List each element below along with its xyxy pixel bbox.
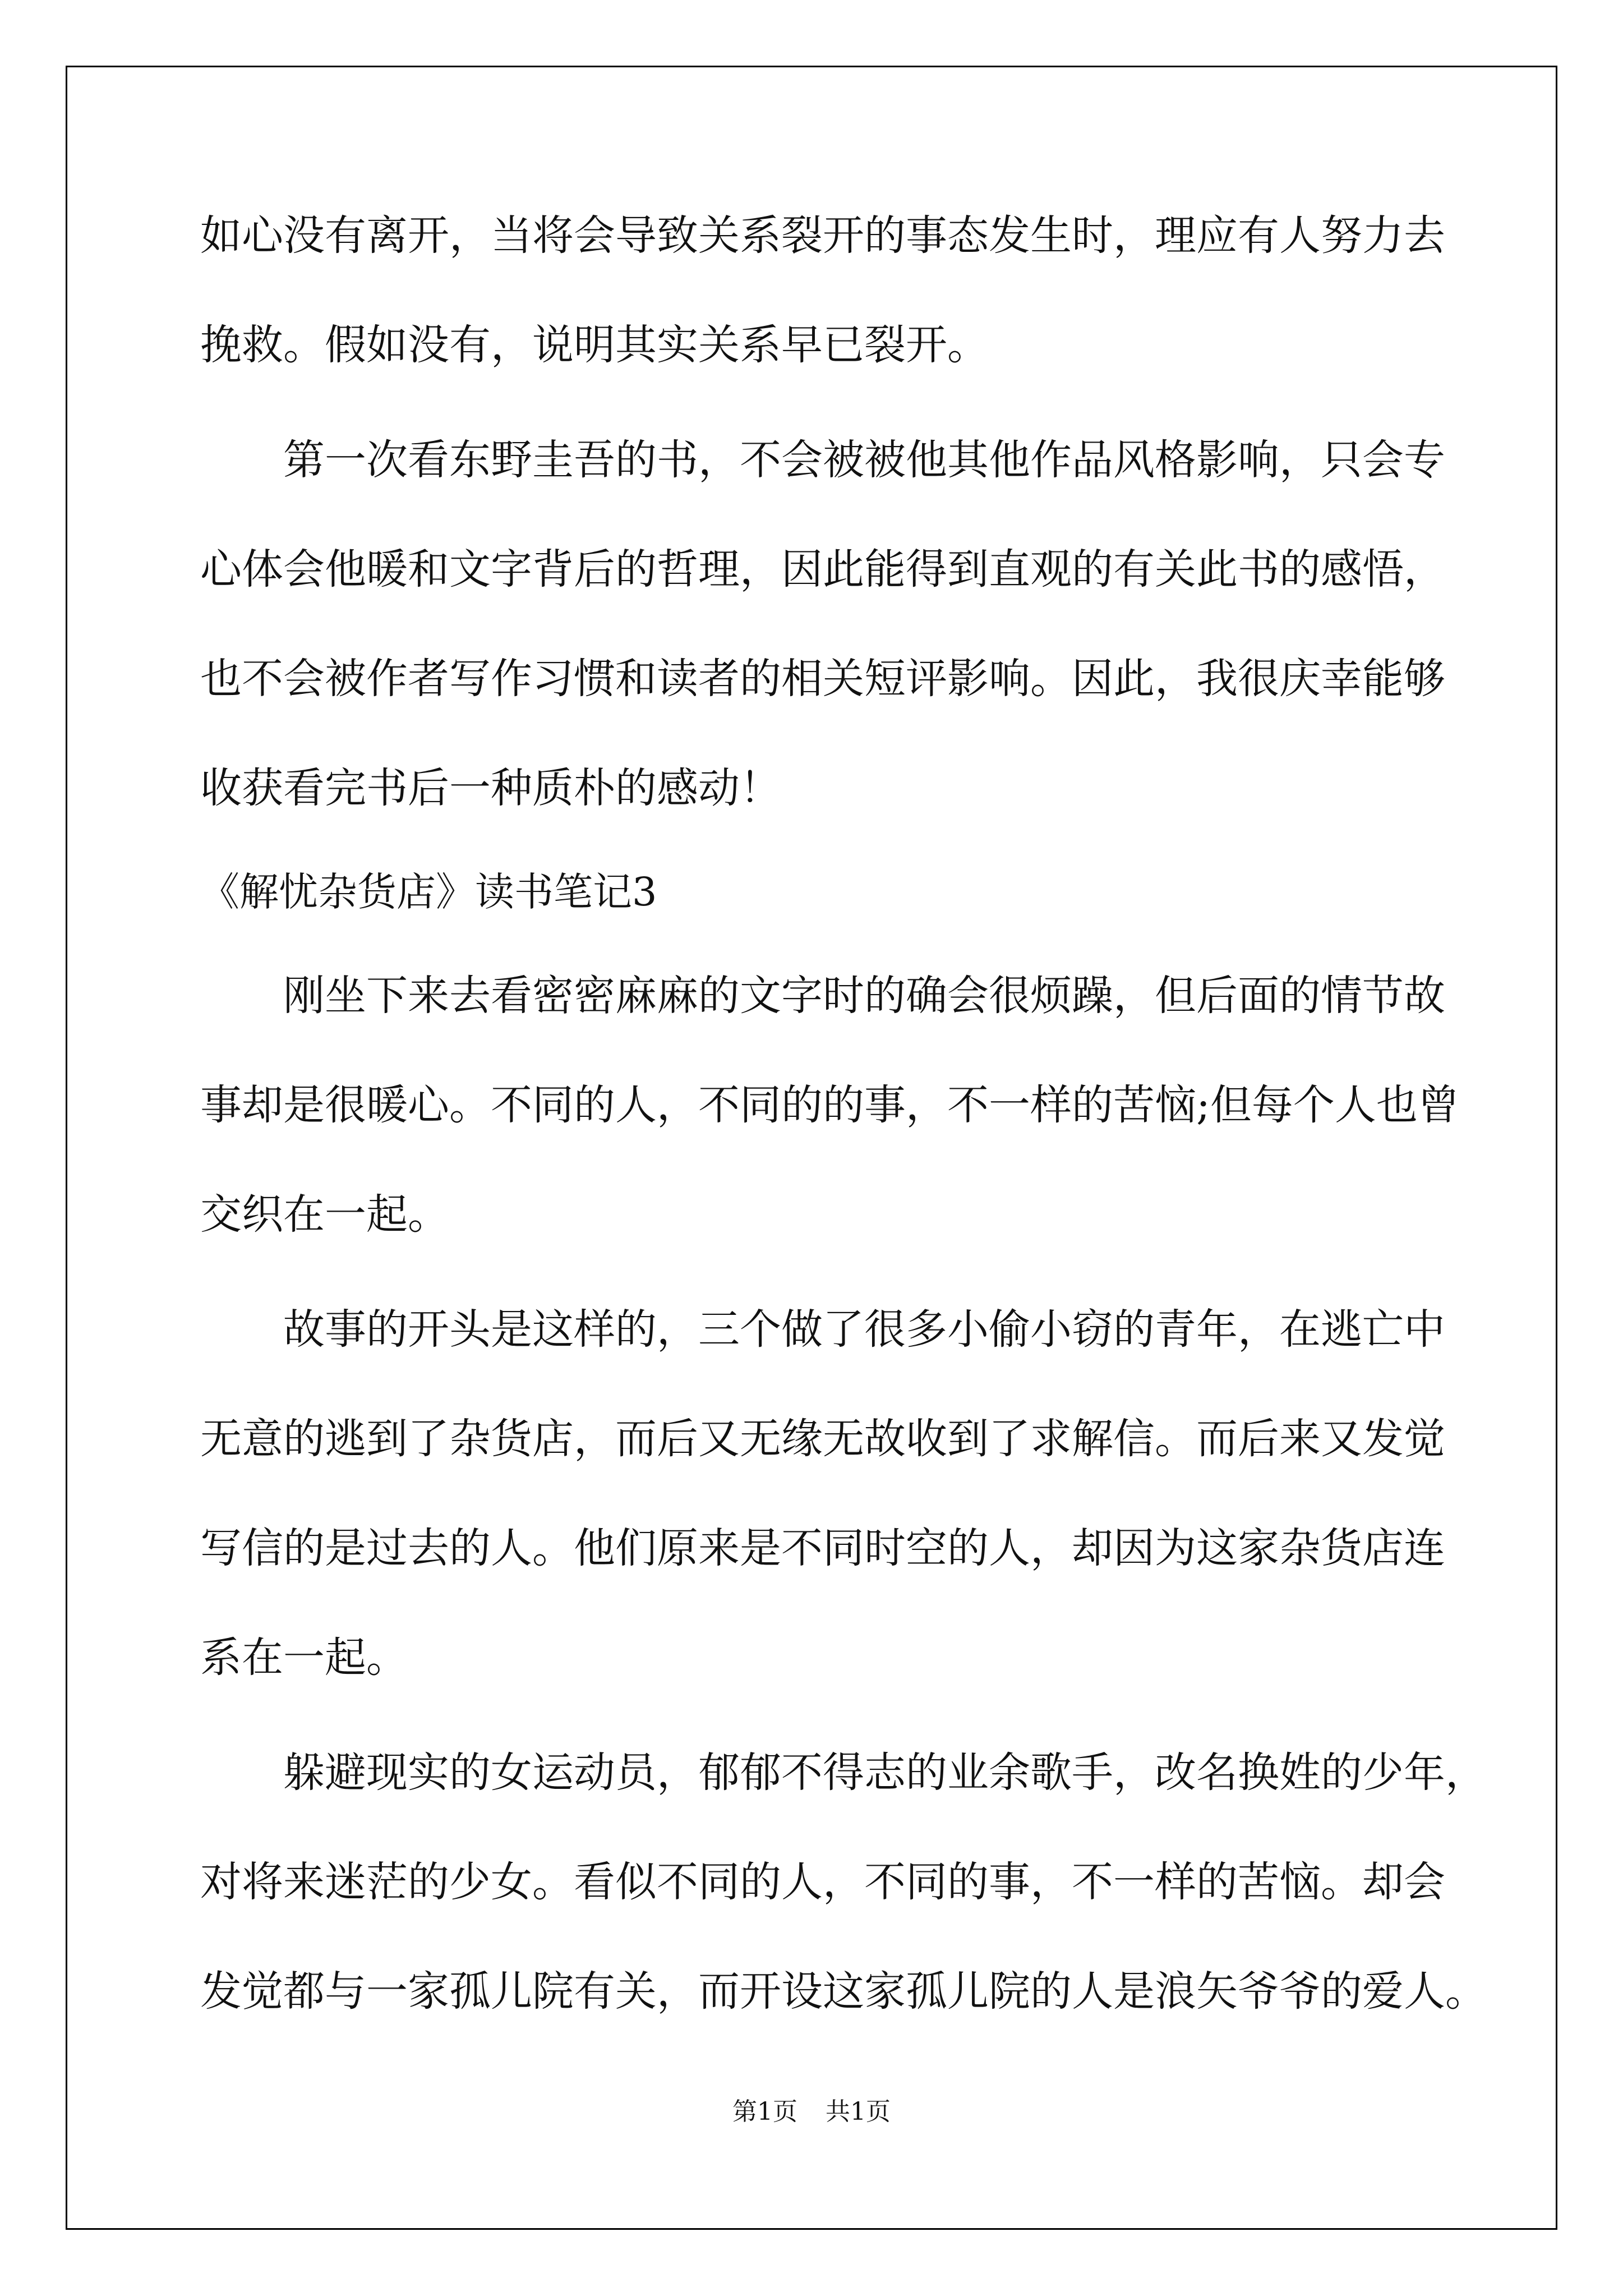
page-total: 共1页	[826, 2097, 891, 2126]
text-line: 事却是很暖心。不同的人，不同的的事，不一样的苦恼;但每个人也曾	[200, 1081, 1459, 1129]
text-line: 系在一起。	[200, 1634, 408, 1682]
text-line: 挽救。假如没有，说明其实关系早已裂开。	[200, 321, 989, 369]
text-line: 如心没有离开，当将会导致关系裂开的事态发生时，理应有人努力去	[200, 211, 1445, 260]
page-footer	[0, 2095, 1623, 2129]
page-number: 第1页	[732, 2097, 797, 2126]
paragraph-start-line: 故事的开头是这样的，三个做了很多小偷小窃的青年，在逃亡中	[283, 1305, 1445, 1354]
paragraph-start-line: 第一次看东野圭吾的书，不会被被他其他作品风格影响，只会专	[283, 436, 1445, 484]
text-line: 交织在一起。	[200, 1190, 449, 1239]
section-heading: 《解忧杂货店》读书笔记3	[200, 869, 657, 915]
text-line: 也不会被作者写作习惯和读者的相关短评影响。因此，我很庆幸能够	[200, 655, 1445, 703]
paragraph-start-line: 刚坐下来去看密密麻麻的文字时的确会很烦躁，但后面的情节故	[283, 972, 1445, 1020]
text-line: 无意的逃到了杂货店，而后又无缘无故收到了求解信。而后来又发觉	[200, 1415, 1445, 1463]
text-line: 对将来迷茫的少女。看似不同的人，不同的事，不一样的苦恼。却会	[200, 1858, 1445, 1906]
text-line: 发觉都与一家孤儿院有关，而开设这家孤儿院的人是浪矢爷爷的爱人。	[200, 1967, 1487, 2016]
text-line: 收获看完书后一种质朴的感动！	[200, 764, 781, 812]
paragraph-start-line: 躲避现实的女运动员，郁郁不得志的业余歌手，改名换姓的少年，	[283, 1749, 1487, 1797]
text-line: 心体会他暖和文字背后的哲理，因此能得到直观的有关此书的感悟，	[200, 545, 1445, 593]
text-line: 写信的是过去的人。他们原来是不同时空的人，却因为这家杂货店连	[200, 1524, 1445, 1572]
